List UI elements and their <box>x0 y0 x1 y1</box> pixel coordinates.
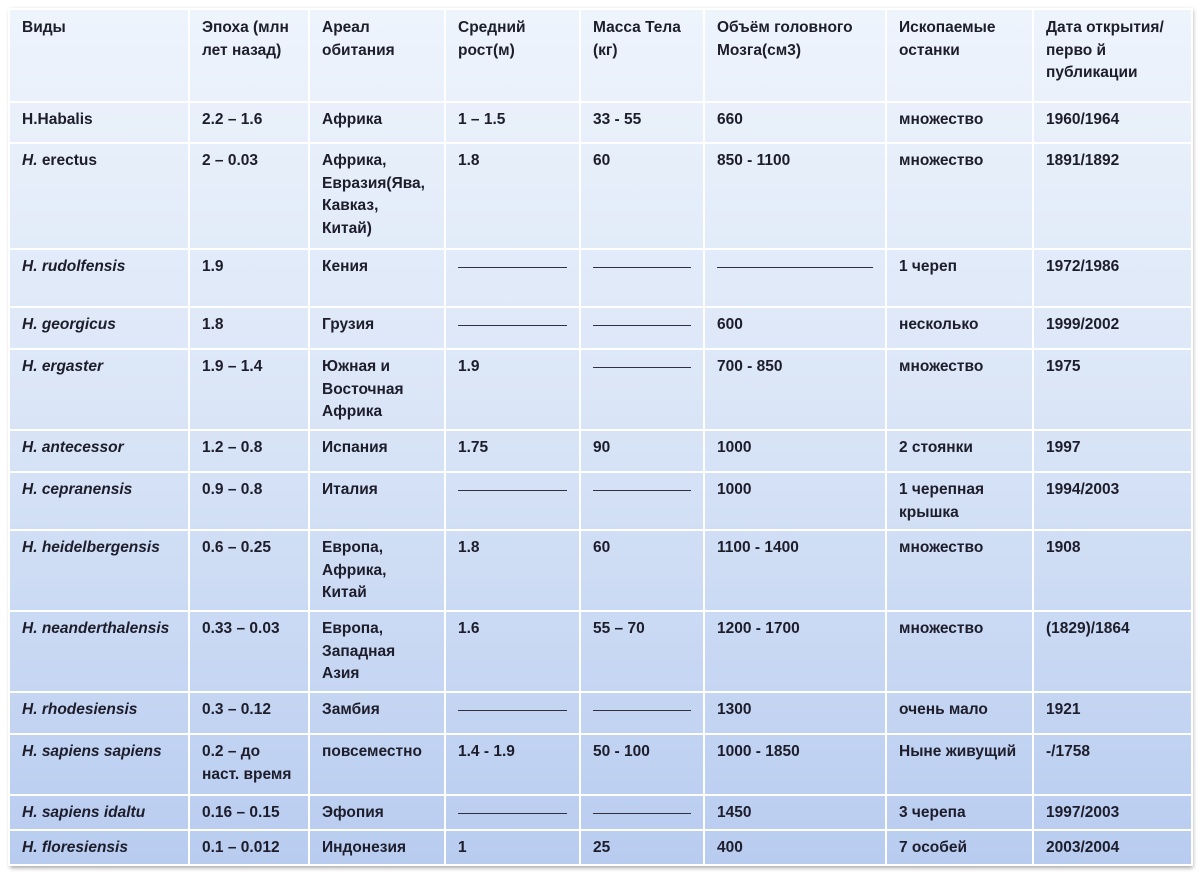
species-prefix: H. <box>22 358 38 375</box>
date-value: 1997 <box>1046 439 1081 456</box>
brain-cell <box>704 795 886 830</box>
brain-cell <box>704 692 886 734</box>
species-prefix: H. <box>22 152 38 169</box>
species-cell <box>9 249 189 307</box>
fossils-value: множество <box>899 111 984 128</box>
species-prefix: H. <box>22 743 38 760</box>
area-cell <box>309 307 445 349</box>
mass-value: 50 - 100 <box>593 743 650 760</box>
area-cell <box>309 692 445 734</box>
area-cell <box>309 249 445 307</box>
species-cell <box>9 611 189 692</box>
date-value: 1908 <box>1046 539 1081 556</box>
date-value: 1975 <box>1046 358 1081 375</box>
table-row <box>9 102 1192 143</box>
brain-value: 1000 <box>717 481 752 498</box>
date-value: 1972/1986 <box>1046 258 1120 275</box>
era-value: 0.2 – до наст. время <box>202 743 292 783</box>
area-cell <box>309 430 445 472</box>
species-name: rudolfensis <box>41 258 126 275</box>
era-cell <box>189 349 309 430</box>
species-name: antecessor <box>41 439 124 456</box>
brain-cell <box>704 249 886 307</box>
brain-cell <box>704 611 886 692</box>
fossils-cell <box>886 530 1033 611</box>
era-cell <box>189 830 309 865</box>
date-value: 1994/2003 <box>1046 481 1120 498</box>
brain-value: 1200 - 1700 <box>717 620 800 637</box>
brain-cell <box>704 430 886 472</box>
era-cell <box>189 102 309 143</box>
mass-value <box>593 802 691 814</box>
height-value: 1.8 <box>458 539 480 556</box>
species-name: neanderthalensis <box>41 620 170 637</box>
table-row <box>9 692 1192 734</box>
area-cell <box>309 830 445 865</box>
header-species: Виды <box>9 9 189 102</box>
area-cell <box>309 734 445 795</box>
table-row <box>9 734 1192 795</box>
brain-value: 700 - 850 <box>717 358 783 375</box>
fossils-value: множество <box>899 358 984 375</box>
era-value: 1.2 – 0.8 <box>202 439 263 456</box>
fossils-cell <box>886 307 1033 349</box>
species-prefix: H. <box>22 839 38 856</box>
era-value: 1.8 <box>202 316 224 333</box>
height-value <box>458 802 567 814</box>
area-value: Индонезия <box>322 839 407 856</box>
era-cell <box>189 734 309 795</box>
species-cell <box>9 830 189 865</box>
height-cell <box>445 143 580 249</box>
area-cell <box>309 472 445 530</box>
era-cell <box>189 530 309 611</box>
mass-value <box>593 256 691 268</box>
brain-cell <box>704 530 886 611</box>
fossils-cell <box>886 249 1033 307</box>
species-cell <box>9 795 189 830</box>
brain-cell <box>704 143 886 249</box>
area-cell <box>309 611 445 692</box>
brain-value: 1100 - 1400 <box>717 539 799 556</box>
species-cell <box>9 530 189 611</box>
header-height: Средний рост(м) <box>445 9 580 102</box>
header-era: Эпоха (млн лет назад) <box>189 9 309 102</box>
fossils-value: 7 особей <box>899 839 968 856</box>
header-fossils: Ископаемые останки <box>886 9 1033 102</box>
species-name: rhodesiensis <box>41 701 138 718</box>
fossils-cell <box>886 830 1033 865</box>
brain-value <box>717 256 873 268</box>
species-prefix: H. <box>22 111 38 128</box>
era-value: 0.6 – 0.25 <box>202 539 271 556</box>
mass-cell <box>580 692 704 734</box>
fossils-value: 3 черепа <box>899 804 966 821</box>
date-value: 1999/2002 <box>1046 316 1120 333</box>
height-cell <box>445 249 580 307</box>
header-brain: Объём головного Мозга(см3) <box>704 9 886 102</box>
mass-value: 60 <box>593 152 611 169</box>
date-value: 1891/1892 <box>1046 152 1120 169</box>
brain-cell <box>704 349 886 430</box>
area-value: Африка, Евразия(Ява, Кавказ, Китай) <box>322 152 425 237</box>
height-cell <box>445 349 580 430</box>
date-cell <box>1033 830 1192 865</box>
date-cell <box>1033 102 1192 143</box>
mass-value <box>593 699 691 711</box>
height-value: 1.75 <box>458 439 489 456</box>
table-row <box>9 795 1192 830</box>
area-value: Испания <box>322 439 388 456</box>
height-cell <box>445 472 580 530</box>
species-name: sapiens idaltu <box>41 804 146 821</box>
area-value: Кения <box>322 258 369 275</box>
height-cell <box>445 795 580 830</box>
era-value: 1.9 <box>202 258 224 275</box>
mass-cell <box>580 349 704 430</box>
header-area: Ареал обитания <box>309 9 445 102</box>
mass-value <box>593 479 691 491</box>
brain-value: 660 <box>717 111 743 128</box>
brain-value: 1450 <box>717 804 752 821</box>
area-value: Южная и Восточная Африка <box>322 358 404 420</box>
date-cell <box>1033 430 1192 472</box>
date-cell <box>1033 307 1192 349</box>
brain-cell <box>704 734 886 795</box>
fossils-value: 2 стоянки <box>899 439 973 456</box>
date-cell <box>1033 472 1192 530</box>
area-cell <box>309 143 445 249</box>
date-value: -/1758 <box>1046 743 1090 760</box>
table-row <box>9 430 1192 472</box>
fossils-cell <box>886 795 1033 830</box>
mass-value: 55 – 70 <box>593 620 645 637</box>
fossils-cell <box>886 692 1033 734</box>
species-name: cepranensis <box>41 481 133 498</box>
mass-value: 25 <box>593 839 611 856</box>
fossils-cell <box>886 472 1033 530</box>
fossils-value: очень мало <box>899 701 988 718</box>
mass-cell <box>580 472 704 530</box>
height-value: 1.4 - 1.9 <box>458 743 515 760</box>
species-cell <box>9 307 189 349</box>
height-cell <box>445 307 580 349</box>
table-row <box>9 307 1192 349</box>
date-cell <box>1033 734 1192 795</box>
table-row <box>9 349 1192 430</box>
era-cell <box>189 692 309 734</box>
species-name: ergaster <box>41 358 103 375</box>
era-cell <box>189 611 309 692</box>
fossils-cell <box>886 430 1033 472</box>
fossils-cell <box>886 734 1033 795</box>
mass-cell <box>580 102 704 143</box>
mass-cell <box>580 830 704 865</box>
species-prefix: H. <box>22 804 38 821</box>
fossils-value: 1 черепная крышка <box>899 481 985 521</box>
date-value: 2003/2004 <box>1046 839 1120 856</box>
height-cell <box>445 102 580 143</box>
area-value: Европа, Африка, Китай <box>322 539 387 601</box>
date-cell <box>1033 143 1192 249</box>
date-cell <box>1033 249 1192 307</box>
mass-cell <box>580 249 704 307</box>
date-cell <box>1033 349 1192 430</box>
area-value: Эфопия <box>322 804 384 821</box>
date-value: 1921 <box>1046 701 1081 718</box>
era-value: 0.9 – 0.8 <box>202 481 263 498</box>
height-value <box>458 256 567 268</box>
species-cell <box>9 472 189 530</box>
header-row <box>9 9 1192 102</box>
table-row <box>9 472 1192 530</box>
mass-cell <box>580 734 704 795</box>
species-cell <box>9 692 189 734</box>
height-value: 1 – 1.5 <box>458 111 506 128</box>
header-date: Дата открытия/перво й публикации <box>1033 9 1192 102</box>
era-cell <box>189 472 309 530</box>
era-value: 0.3 – 0.12 <box>202 701 271 718</box>
species-name: Habalis <box>37 111 93 128</box>
mass-cell <box>580 795 704 830</box>
era-value: 2 – 0.03 <box>202 152 259 169</box>
height-cell <box>445 830 580 865</box>
mass-cell <box>580 430 704 472</box>
height-cell <box>445 692 580 734</box>
fossils-value: несколько <box>899 316 979 333</box>
header-mass: Масса Тела (кг) <box>580 9 704 102</box>
brain-value: 600 <box>717 316 743 333</box>
area-cell <box>309 795 445 830</box>
species-name: floresiensis <box>41 839 128 856</box>
area-cell <box>309 530 445 611</box>
species-name: sapiens sapiens <box>41 743 162 760</box>
mass-value: 33 - 55 <box>593 111 642 128</box>
height-value: 1 <box>458 839 467 856</box>
era-cell <box>189 143 309 249</box>
era-value: 0.33 – 0.03 <box>202 620 280 637</box>
species-name: georgicus <box>41 316 116 333</box>
height-cell <box>445 430 580 472</box>
brain-value: 400 <box>717 839 743 856</box>
era-cell <box>189 795 309 830</box>
species-prefix: H. <box>22 539 38 556</box>
mass-value: 60 <box>593 539 611 556</box>
species-cell <box>9 143 189 249</box>
height-value: 1.9 <box>458 358 480 375</box>
fossils-value: Ныне живущий <box>899 743 1017 760</box>
area-value: повсеместно <box>322 743 422 760</box>
mass-cell <box>580 530 704 611</box>
era-value: 1.9 – 1.4 <box>202 358 263 375</box>
brain-cell <box>704 307 886 349</box>
height-value <box>458 479 567 491</box>
era-cell <box>189 307 309 349</box>
mass-value <box>593 356 691 368</box>
era-value: 0.16 – 0.15 <box>202 804 280 821</box>
table-row <box>9 249 1192 307</box>
species-cell <box>9 430 189 472</box>
era-value: 0.1 – 0.012 <box>202 839 280 856</box>
table-row <box>9 530 1192 611</box>
fossils-value: множество <box>899 152 984 169</box>
mass-cell <box>580 611 704 692</box>
table-row <box>9 143 1192 249</box>
date-cell <box>1033 692 1192 734</box>
species-prefix: H. <box>22 316 38 333</box>
date-cell <box>1033 611 1192 692</box>
area-value: Италия <box>322 481 378 498</box>
brain-value: 1000 <box>717 439 752 456</box>
area-value: Африка <box>322 111 383 128</box>
era-value: 2.2 – 1.6 <box>202 111 263 128</box>
height-cell <box>445 611 580 692</box>
species-cell <box>9 734 189 795</box>
fossils-cell <box>886 102 1033 143</box>
species-prefix: H. <box>22 620 38 637</box>
area-value: Грузия <box>322 316 375 333</box>
species-prefix: H. <box>22 701 38 718</box>
brain-cell <box>704 472 886 530</box>
height-cell <box>445 530 580 611</box>
fossils-cell <box>886 143 1033 249</box>
brain-cell <box>704 102 886 143</box>
brain-value: 1000 - 1850 <box>717 743 800 760</box>
table-row <box>9 830 1192 865</box>
era-cell <box>189 249 309 307</box>
mass-cell <box>580 143 704 249</box>
species-prefix: H. <box>22 481 38 498</box>
brain-value: 1300 <box>717 701 752 718</box>
species-name: heidelbergensis <box>41 539 160 556</box>
height-value <box>458 699 567 711</box>
brain-cell <box>704 830 886 865</box>
area-value: Замбия <box>322 701 380 718</box>
date-value: 1997/2003 <box>1046 804 1120 821</box>
date-cell <box>1033 530 1192 611</box>
species-prefix: H. <box>22 439 38 456</box>
species-name: erectus <box>41 152 97 169</box>
date-cell <box>1033 795 1192 830</box>
era-cell <box>189 430 309 472</box>
brain-value: 850 - 1100 <box>717 152 791 169</box>
fossils-cell <box>886 611 1033 692</box>
species-cell <box>9 349 189 430</box>
height-value: 1.6 <box>458 620 480 637</box>
mass-value: 90 <box>593 439 611 456</box>
species-cell <box>9 102 189 143</box>
fossils-value: множество <box>899 539 984 556</box>
species-prefix: H. <box>22 258 38 275</box>
fossils-value: 1 череп <box>899 258 957 275</box>
area-cell <box>309 102 445 143</box>
table-row <box>9 611 1192 692</box>
date-value: 1960/1964 <box>1046 111 1120 128</box>
mass-value <box>593 314 691 326</box>
hominin-species-table <box>8 8 1193 866</box>
area-value: Европа, Западная Азия <box>322 620 396 682</box>
height-value: 1.8 <box>458 152 480 169</box>
fossils-value: множество <box>899 620 984 637</box>
height-value <box>458 314 567 326</box>
fossils-cell <box>886 349 1033 430</box>
height-cell <box>445 734 580 795</box>
date-value: (1829)/1864 <box>1046 620 1130 637</box>
area-cell <box>309 349 445 430</box>
mass-cell <box>580 307 704 349</box>
